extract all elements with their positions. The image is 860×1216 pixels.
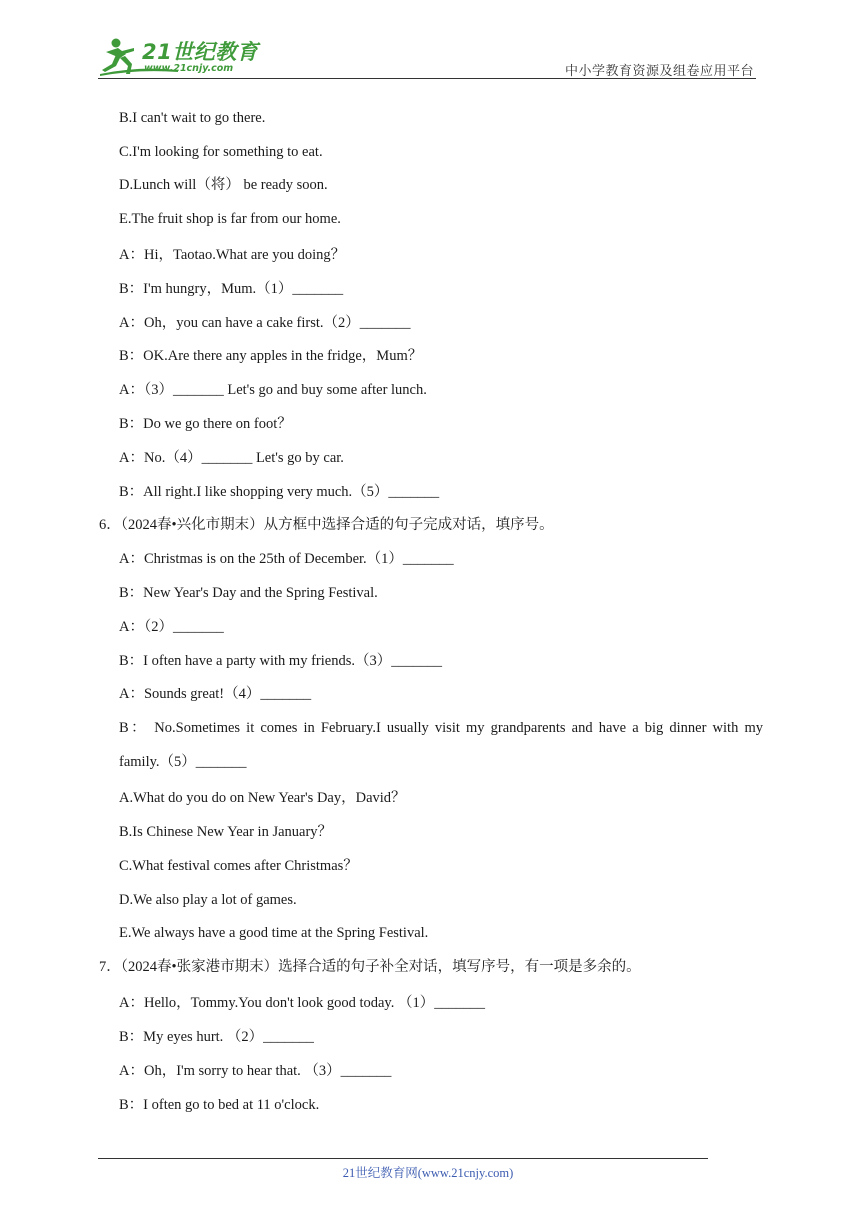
dialogue-line: A：（2）_______ [119, 619, 224, 635]
logo-url-text: www.21cnjy.com [144, 63, 234, 74]
option-c-line: C.What festival comes after Christmas？ [119, 858, 358, 874]
site-logo [98, 36, 268, 78]
footer-divider [98, 1158, 708, 1159]
dialogue-line: B：I'm hungry，Mum.（1）_______ [119, 281, 344, 297]
option-b-line: B.I can't wait to go there. [119, 110, 266, 126]
option-a-line: A.What do you do on New Year's Day，David？ [119, 790, 406, 806]
dialogue-line: B： No.Sometimes it comes in February.I usually visit my grandparents and have a big dinner with my [119, 720, 763, 736]
dialogue-line: A：Hi，Taotao.What are you doing？ [119, 247, 346, 263]
dialogue-line: A：Oh，I'm sorry to hear that. （3）_______ [119, 1063, 392, 1079]
option-d-line: D.Lunch will（将） be ready soon. [119, 177, 328, 193]
dialogue-line: A：Christmas is on the 25th of December.（1）_______ [119, 551, 454, 567]
platform-name: 中小学教育资源及组卷应用平台 [564, 64, 754, 79]
dialogue-line: A：Oh，you can have a cake first.（2）_______ [119, 315, 411, 331]
dialogue-line: A：No.（4）_______ Let's go by car. [119, 450, 344, 466]
option-e-line: E.We always have a good time at the Spring Festival. [119, 925, 429, 941]
dialogue-line: A：（3）_______ Let's go and buy some after lunch. [119, 382, 427, 398]
option-d-line: D.We also play a lot of games. [119, 892, 297, 908]
dialogue-line: B：All right.I like shopping very much.（5）_______ [119, 484, 440, 500]
dialogue-line: B：My eyes hurt. （2）_______ [119, 1029, 314, 1045]
logo-main-text: 21世纪教育 [142, 40, 259, 64]
question-7-heading: 7．（2024春•张家港市期末）选择合适的句子补全对话，填写序号，有一项是多余的。 [99, 959, 641, 975]
option-e-line: E.The fruit shop is far from our home. [119, 211, 341, 227]
page-header [98, 36, 756, 78]
dialogue-line: B：New Year's Day and the Spring Festival. [119, 585, 378, 601]
footer-link[interactable]: 21世纪教育网(www.21cnjy.com) [342, 1166, 514, 1180]
question-6-heading: 6．（2024春•兴化市期末）从方框中选择合适的句子完成对话，填序号。 [99, 517, 554, 533]
dialogue-line: A：Hello，Tommy.You don't look good today. （1）_______ [119, 995, 485, 1011]
option-b-line: B.Is Chinese New Year in January？ [119, 824, 333, 840]
dialogue-line: A：Sounds great!（4）_______ [119, 686, 312, 702]
dialogue-line: B：I often have a party with my friends.（3）_______ [119, 653, 442, 669]
dialogue-line: B：OK.Are there any apples in the fridge，Mum？ [119, 348, 423, 364]
dialogue-line: B：Do we go there on foot？ [119, 416, 292, 432]
dialogue-line: family.（5）_______ [119, 754, 247, 770]
option-c-line: C.I'm looking for something to eat. [119, 144, 323, 160]
dialogue-line: B：I often go to bed at 11 o'clock. [119, 1097, 320, 1113]
header-divider [98, 78, 756, 79]
